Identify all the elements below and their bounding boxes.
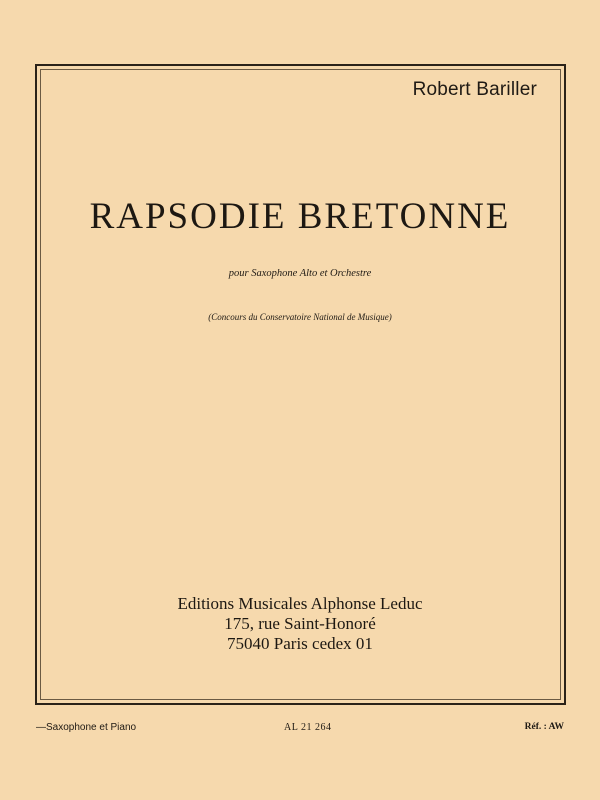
publisher-block <box>0 594 600 654</box>
competition-note: (Concours du Conservatoire National de Musique) <box>208 312 392 322</box>
catalog-number: AL 21 264 <box>284 722 332 733</box>
reference-code: Réf. : AW <box>524 722 564 732</box>
instrumentation-subtitle: pour Saxophone Alto et Orchestre <box>228 268 372 279</box>
publisher-address-line1: 175, rue Saint-Honoré <box>224 614 376 633</box>
publisher-name: Editions Musicales Alphonse Leduc <box>177 594 423 613</box>
edition-label: —Saxophone et Piano <box>36 722 137 733</box>
piece-title: RAPSODIE BRETONNE <box>89 196 511 237</box>
publisher-address-line2: 75040 Paris cedex 01 <box>227 634 373 653</box>
composer-name: Robert Bariller <box>412 79 537 100</box>
